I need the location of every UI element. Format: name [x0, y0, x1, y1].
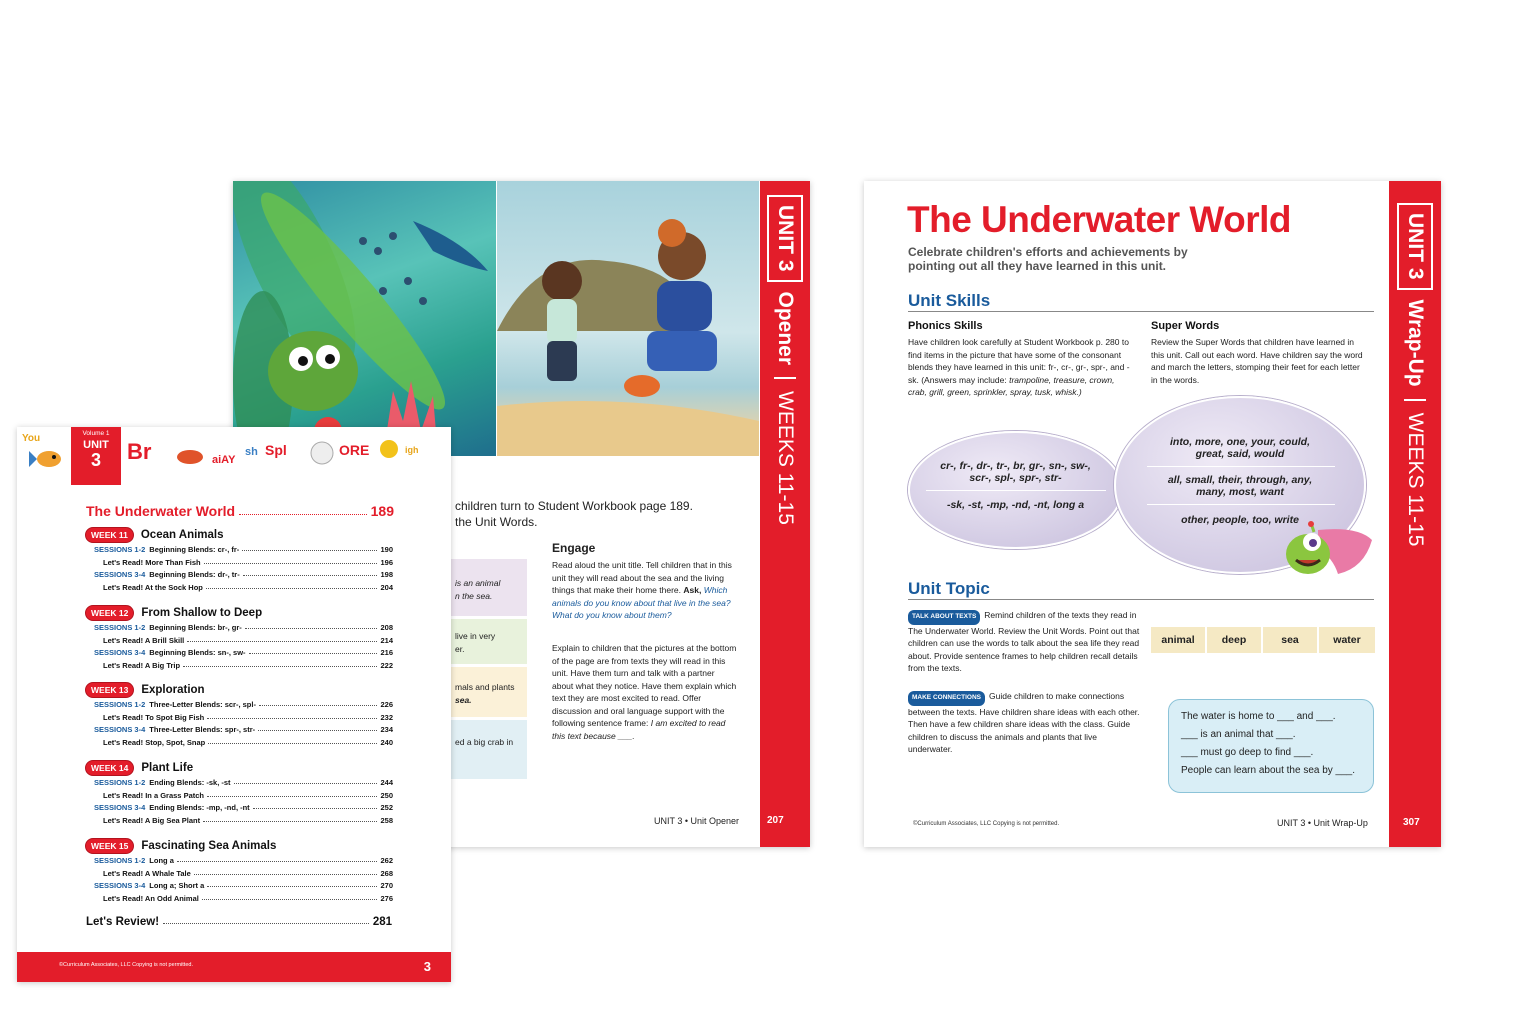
entry-title: Let's Read! To Spot Big Fish [103, 712, 205, 722]
opener-page-number: 207 [767, 815, 784, 826]
unit-word: animal [1151, 627, 1207, 653]
opener-side-band [760, 181, 810, 847]
sidebar-box-4 [451, 720, 527, 779]
unit-skills-heading: Unit Skills [908, 291, 991, 310]
week-badge: WEEK 11 [85, 527, 134, 543]
intro-line-2: the Unit Words. [455, 515, 538, 529]
entry-title: Beginning Blends: br-, gr- [149, 623, 242, 632]
unit-number: 3 [90, 450, 101, 470]
svg-text:igh: igh [405, 445, 419, 455]
entry-title: Three-Letter Blends: scr-, spl- [149, 700, 256, 709]
entry-title: Let's Read! A Big Trip [103, 660, 181, 670]
week-header[interactable] [85, 682, 205, 698]
entry-page: 270 [380, 881, 393, 891]
toc-entry[interactable] [94, 881, 393, 890]
toc-entry[interactable] [94, 700, 393, 709]
sidebar-fragment-3: live in very [455, 631, 496, 641]
letter-banner-art [127, 431, 427, 475]
toc-entry[interactable] [94, 778, 393, 787]
wrapup-footer-label: UNIT 3 • Unit Wrap-Up [1277, 818, 1368, 828]
engage-paragraph-2: Explain to children that the pictures at the bottom of the page are from texts they will read in this unit. Have them turn and talk with a partner about what they notice. Have them explain which text they are most excited to read. Offer discussion and oral language support with the following sentence frame: I am excited to read this text because ___. [552, 643, 737, 741]
entry-title: Beginning Blends: cr-, fr- [149, 545, 240, 554]
sidebar-fragment-2: n the sea. [455, 591, 493, 601]
svg-text:You: You [22, 433, 41, 444]
sentence-frame: People can learn about the sea by ___. [1181, 765, 1356, 776]
week-title: Exploration [141, 684, 205, 696]
page-title: The Underwater World [907, 199, 1292, 240]
entry-page: 190 [380, 545, 393, 554]
week-header[interactable] [85, 760, 193, 776]
sidebar-fragment-6: sea. [455, 695, 472, 705]
toc-entry[interactable] [94, 856, 393, 865]
super-words-heading: Super Words [1151, 320, 1220, 332]
week-header[interactable] [85, 605, 262, 621]
entry-title: Long a [149, 856, 174, 865]
week-header[interactable] [85, 838, 276, 854]
sentence-frame: ___ must go deep to find ___. [1181, 747, 1314, 758]
volume-label: Volume 1 [82, 430, 110, 437]
session-label: SESSIONS 3-4 [94, 648, 146, 658]
entry-title: Let's Read! In a Grass Patch [103, 790, 204, 800]
sentence-frame: ___ is an animal that ___. [1181, 729, 1296, 740]
engage-heading: Engage [552, 541, 596, 555]
week-badge: WEEK 15 [85, 838, 134, 854]
toc-entry[interactable] [94, 661, 393, 670]
make-connections-tag: MAKE CONNECTIONS [908, 691, 985, 706]
session-label: SESSIONS 3-4 [94, 725, 146, 735]
talk-about-texts: TALK ABOUT TEXTS Remind children of the texts they read in The Underwater World. Review the Unit Words. Point out that children can use the words to talk about the sea life they read about. Provide sentence frames to help children recall details from the texts. [908, 610, 1140, 673]
phonics-heading: Phonics Skills [908, 320, 983, 332]
copyright: ©Curriculum Associates, LLC Copying is not permitted. [913, 821, 1060, 827]
toc-page-number: 3 [423, 959, 431, 974]
entry-title: Ending Blends: -sk, -st [149, 778, 231, 787]
week-title: Ocean Animals [140, 529, 224, 541]
toc-review-page: 281 [372, 916, 392, 928]
toc-review[interactable]: Let's Review! 281 [86, 916, 392, 928]
sidebar-fragment-1: is an animal [455, 578, 501, 588]
entry-page: 234 [380, 725, 393, 735]
toc-footer-band [17, 952, 451, 982]
super-words-2: all, small, their, through, any, many, most, want [1167, 474, 1313, 498]
underwater-illustration [233, 181, 496, 456]
toc-entry[interactable] [94, 648, 393, 657]
svg-text:ORE: ORE [339, 442, 370, 458]
super-words-3: other, people, too, write [1181, 514, 1299, 526]
wrapup-page-number: 307 [1403, 817, 1420, 828]
blends-list: cr-, fr-, dr-, tr-, br, gr-, sn-, sw-, scr-, spl-, spr-, str- [940, 460, 1091, 484]
entry-page: 258 [380, 815, 393, 825]
entry-page: 268 [380, 868, 393, 878]
entry-page: 204 [380, 582, 393, 592]
band-unit-label: UNIT 3 [767, 195, 803, 282]
session-label: SESSIONS 3-4 [94, 881, 146, 891]
entry-page: 198 [380, 570, 393, 580]
session-label: SESSIONS 1-2 [94, 856, 146, 865]
entry-page: 250 [380, 790, 393, 800]
page-subtitle: Celebrate children's efforts and achievements by pointing out all they have learned in this unit. [908, 245, 1188, 273]
entry-title: Let's Read! A Brill Skill [103, 635, 185, 645]
toc-unit-title[interactable]: The Underwater World 189 [86, 503, 394, 519]
make-connections: MAKE CONNECTIONS Guide children to make connections between the texts. Have children share ideas with each other. Then have a few children share ideas with the class. Guide children to discuss the animals and plants that live underwater. [908, 691, 1140, 754]
phonics-text: Have children look carefully at Student Workbook p. 280 to find items in the picture that have some of the consonant blends they have learned in this unit: fr-, cr-, gr-, spr-, and -sk. (Answers may include: trampoline, treasure, crown, crab, grill, green, sprinkler, spray, tusk, whisk.) [908, 337, 1130, 397]
session-label: SESSIONS 3-4 [94, 570, 146, 580]
band-section-label: Wrap-Up [1404, 299, 1427, 387]
week-badge: WEEK 13 [85, 682, 134, 698]
svg-text:sh: sh [245, 446, 258, 458]
entry-title: Let's Read! Stop, Spot, Snap [103, 737, 206, 747]
sentence-frame: The water is home to ___ and ___. [1181, 711, 1336, 722]
svg-text:Spl: Spl [265, 442, 287, 458]
fish-icon [19, 429, 71, 471]
entry-title: Let's Read! A Big Sea Plant [103, 815, 201, 825]
entry-title: Let's Read! An Odd Animal [103, 893, 199, 903]
sidebar-fragment-5: mals and plants [455, 682, 515, 692]
entry-page: 232 [380, 712, 393, 722]
toc-entry[interactable] [94, 791, 393, 800]
toc-entry[interactable] [94, 583, 393, 592]
unit-topic-heading: Unit Topic [908, 579, 990, 598]
divider [908, 311, 1374, 312]
entry-page: 262 [380, 856, 393, 865]
band-weeks-label: WEEKS 11-15 [1404, 412, 1427, 547]
entry-title: Ending Blends: -mp, -nd, -nt [149, 803, 250, 813]
band-unit-label: UNIT 3 [1397, 203, 1433, 290]
week-header[interactable] [85, 527, 224, 543]
entry-page: 226 [380, 700, 393, 709]
toc-entry[interactable] [94, 803, 393, 812]
entry-page: 276 [380, 893, 393, 903]
week-title: From Shallow to Deep [141, 607, 263, 619]
entry-title: Let's Read! A Whale Tale [103, 868, 191, 878]
band-weeks-label: WEEKS 11-15 [774, 391, 797, 525]
session-label: SESSIONS 3-4 [94, 803, 146, 813]
entry-page: 216 [380, 648, 393, 658]
engage-paragraph-1: Read aloud the unit title. Tell children that in this unit they will read about the sea and the living things that make their home there. Ask, Which animals do you know about that live in the sea? What do you know about them? [552, 560, 732, 620]
entry-page: 214 [380, 635, 393, 645]
beach-illustration [497, 181, 759, 456]
super-words-1: into, more, one, your, could, great, said, would [1169, 436, 1310, 460]
unit-tab [71, 427, 121, 485]
super-words-text: Review the Super Words that children have learned in this unit. Call out each word. Have children say the word and march the letters, stomping their feet for each letter in the words. [1151, 337, 1363, 385]
sidebar-fragment-7: ed a big crab in [455, 737, 514, 747]
unit-word: water [1319, 627, 1375, 653]
entry-title: Let's Read! At the Sock Hop [103, 582, 203, 592]
entry-title: Let's Read! More Than Fish [103, 557, 201, 567]
svg-text:aiAY: aiAY [212, 454, 236, 466]
session-label: SESSIONS 1-2 [94, 778, 146, 787]
toc-entry[interactable] [94, 869, 393, 878]
entry-title: Long a; Short a [149, 881, 205, 891]
week-badge: WEEK 14 [85, 760, 134, 776]
sidebar-fragment-4: er. [455, 644, 465, 654]
wrapup-side-band [1389, 181, 1441, 847]
entry-page: 244 [380, 778, 393, 787]
unit-words-table [1151, 627, 1375, 653]
opener-footer-label: UNIT 3 • Unit Opener [654, 816, 740, 826]
entry-page: 196 [380, 557, 393, 567]
entry-page: 208 [380, 623, 393, 632]
toc-entry[interactable] [94, 636, 393, 645]
toc-entry[interactable] [94, 713, 393, 722]
toc-entry[interactable] [94, 558, 393, 567]
unit-word: deep [1207, 627, 1263, 653]
session-label: SESSIONS 1-2 [94, 623, 146, 632]
entry-title: Three-Letter Blends: spr-, str- [149, 725, 256, 735]
sentence-frames-bubble [1168, 699, 1374, 793]
entry-title: Beginning Blends: dr-, tr- [149, 570, 240, 580]
week-title: Fascinating Sea Animals [141, 840, 277, 852]
week-title: Plant Life [141, 762, 194, 774]
table-of-contents-page [17, 427, 451, 982]
session-label: SESSIONS 1-2 [94, 545, 146, 554]
toc-entry[interactable] [94, 623, 393, 632]
entry-page: 252 [380, 803, 393, 813]
talk-about-texts-tag: TALK ABOUT TEXTS [908, 610, 980, 625]
toc-entry[interactable] [94, 545, 393, 554]
svg-text:Br: Br [127, 439, 152, 464]
session-label: SESSIONS 1-2 [94, 700, 146, 709]
unit-word: sea [1263, 627, 1319, 653]
copyright: ©Curriculum Associates, LLC Copying is not permitted. [59, 962, 193, 968]
divider [908, 599, 1374, 600]
entry-page: 222 [380, 660, 393, 670]
monster-mascot-icon [1278, 518, 1374, 580]
entry-title: Beginning Blends: sn-, sw- [149, 648, 246, 658]
toc-entry[interactable] [94, 725, 393, 734]
toc-unit-page: 189 [370, 503, 394, 519]
week-badge: WEEK 12 [85, 605, 134, 621]
toc-entry[interactable] [94, 570, 393, 579]
intro-line-1: children turn to Student Workbook page 189. [455, 499, 693, 513]
unit-wrapup-page [864, 181, 1441, 847]
toc-entry[interactable] [94, 738, 393, 747]
toc-entry[interactable] [94, 816, 393, 825]
unit-label: UNIT [83, 439, 109, 451]
endings-list: -sk, -st, -mp, -nd, -nt, long a [946, 499, 1085, 511]
entry-page: 240 [380, 737, 393, 747]
band-section-label: Opener [774, 291, 797, 366]
toc-entry[interactable] [94, 894, 393, 903]
